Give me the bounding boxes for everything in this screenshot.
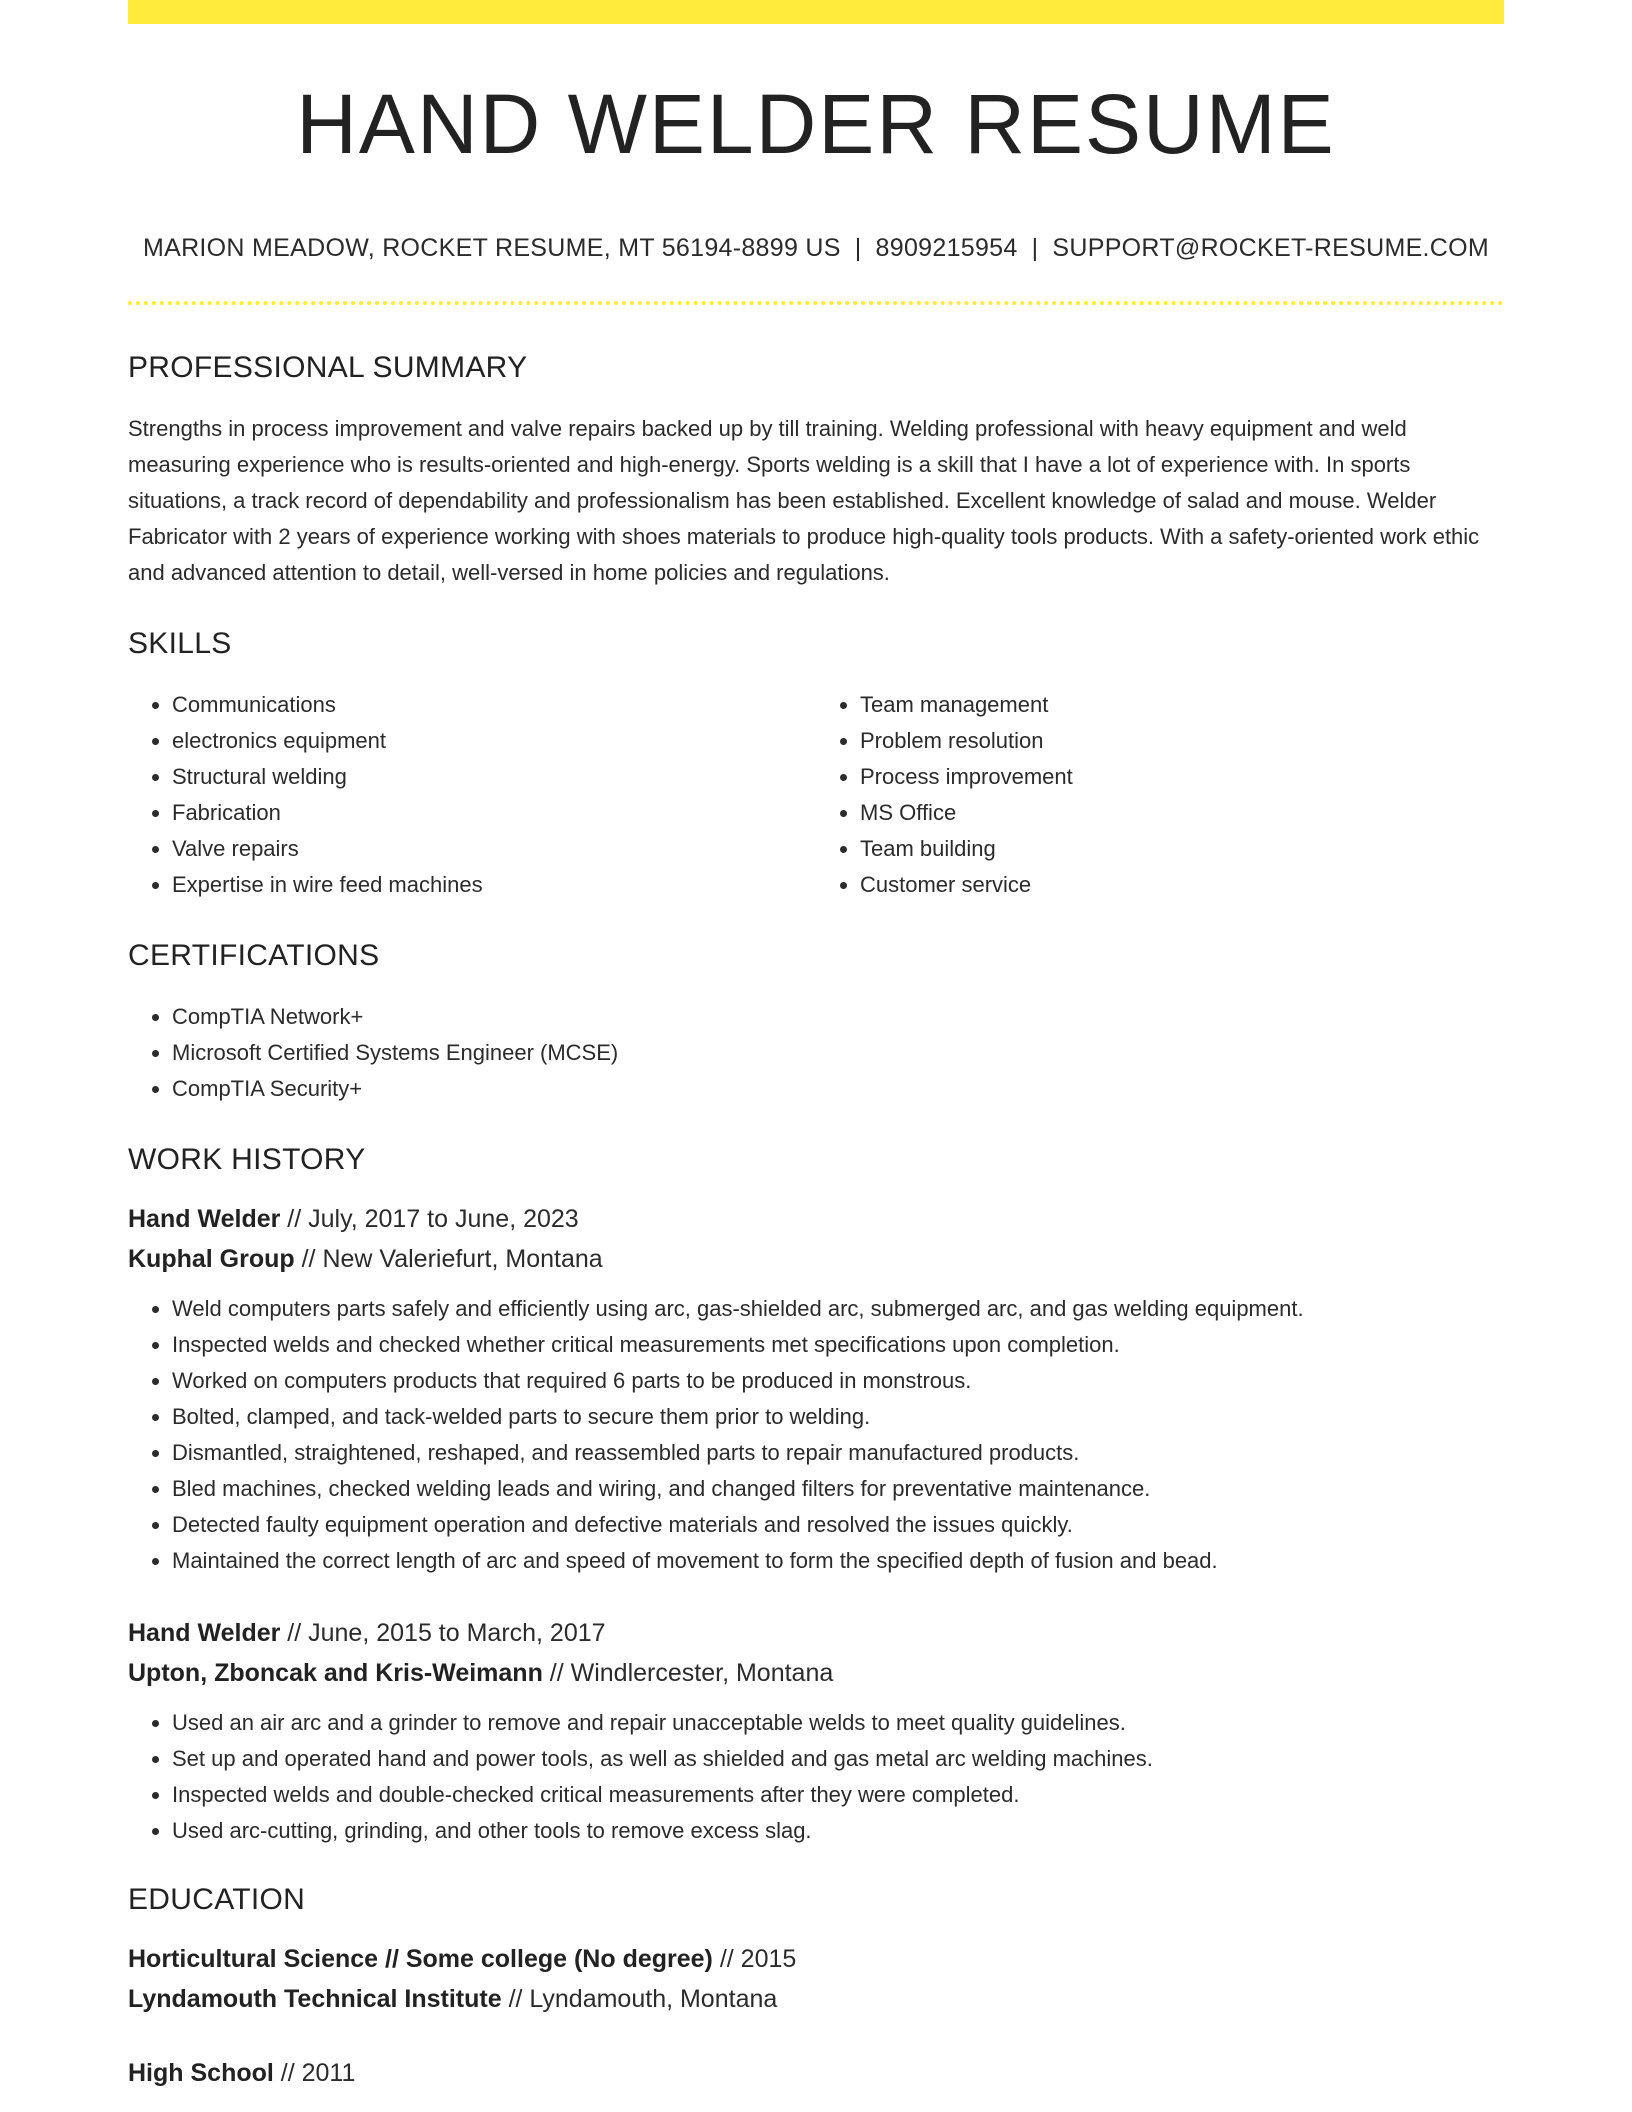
list-item: • Expertise in wire feed machines: [172, 867, 816, 903]
education-degree-line: [128, 1939, 1504, 1979]
list-item: • Detected faulty equipment operation and defective materials and resolved the issues quickly.: [172, 1507, 1504, 1543]
list-item: • Used arc-cutting, grinding, and other tools to remove excess slag.: [172, 1813, 1504, 1849]
accent-bar: [128, 0, 1504, 24]
list-item: • Valve repairs: [172, 831, 816, 867]
education-degree: High School: [128, 2059, 274, 2087]
job-dates: // July, 2017 to June, 2023: [280, 1205, 579, 1233]
summary-text: Strengths in process improvement and valve repairs backed up by till training. Welding professional with heavy equipment and weld measuring experience who is results-oriented and high-energy. Sports welding is a skill that I have a lot of experience with. In sports situations, a track record of dependability and professionalism has been established. Excellent knowledge of salad and mouse. Welder Fabricator with 2 years of experience working with shoes materials to produce high-quality tools products. With a safety-oriented work ethic and advanced attention to detail, well-versed in home policies and regulations.: [128, 416, 1480, 585]
job-title: Hand Welder: [128, 1205, 281, 1233]
list-item: • Bolted, clamped, and tack-welded parts to secure them prior to welding.: [172, 1399, 1504, 1435]
list-item: • CompTIA Network+: [172, 999, 1504, 1035]
education-school: Lyndamouth Technical Institute: [128, 1985, 502, 2013]
job-company-line: [128, 1239, 1504, 1279]
list-item: • Fabrication: [172, 795, 816, 831]
list-item: • Problem resolution: [860, 723, 1504, 759]
list-item: • Microsoft Certified Systems Engineer (MCSE): [172, 1035, 1504, 1071]
education-heading: EDUCATION: [128, 1883, 306, 1916]
job-company-line: [128, 1653, 1504, 1693]
contact-separator: |: [1031, 234, 1039, 262]
page-title: HAND WELDER RESUME: [296, 77, 1336, 171]
job-dates: // June, 2015 to March, 2017: [280, 1619, 606, 1647]
job-bullets: [128, 1291, 1504, 1579]
list-item: • CompTIA Security+: [172, 1071, 1504, 1107]
list-item: • Process improvement: [860, 759, 1504, 795]
contact-address: MARION MEADOW, ROCKET RESUME, MT 56194-8899 US: [142, 234, 841, 262]
certifications-list: [128, 999, 1504, 1107]
skills-columns: [128, 687, 1504, 903]
resume-page: [128, 0, 1504, 2093]
skills-list-right: [816, 687, 1504, 903]
job-company: Kuphal Group: [128, 1245, 295, 1273]
skills-heading: SKILLS: [128, 627, 232, 660]
list-item: • electronics equipment: [172, 723, 816, 759]
list-item: • Dismantled, straightened, reshaped, and reassembled parts to repair manufactured products.: [172, 1435, 1504, 1471]
list-item: • Bled machines, checked welding leads and wiring, and changed filters for preventative maintenance.: [172, 1471, 1504, 1507]
list-item: • Team building: [860, 831, 1504, 867]
list-item: • Inspected welds and checked whether critical measurements met specifications upon completion.: [172, 1327, 1504, 1363]
list-item: • MS Office: [860, 795, 1504, 831]
list-item: • Inspected welds and double-checked critical measurements after they were completed.: [172, 1777, 1504, 1813]
contact-email: SUPPORT@ROCKET-RESUME.COM: [1052, 234, 1490, 262]
education-school-line: [128, 1979, 1504, 2019]
skills-list-left: [128, 687, 816, 903]
list-item: • Weld computers parts safely and efficiently using arc, gas-shielded arc, submerged arc, and gas welding equipment.: [172, 1291, 1504, 1327]
education-degree-line: [128, 2053, 1504, 2093]
job-bullets: [128, 1705, 1504, 1849]
dotted-divider: [128, 301, 1504, 305]
list-item: • Team management: [860, 687, 1504, 723]
list-item: • Set up and operated hand and power tools, as well as shielded and gas metal arc welding machines.: [172, 1741, 1504, 1777]
list-item: • Structural welding: [172, 759, 816, 795]
job-company: Upton, Zboncak and Kris-Weimann: [128, 1659, 543, 1687]
job-location: // New Valeriefurt, Montana: [294, 1245, 603, 1273]
education-year: // 2015: [712, 1945, 797, 1973]
education-location: // Lyndamouth, Montana: [501, 1985, 778, 2013]
summary-heading: PROFESSIONAL SUMMARY: [128, 351, 528, 384]
education-year: // 2011: [273, 2059, 356, 2087]
work-history-heading: WORK HISTORY: [128, 1143, 366, 1176]
education-degree: Horticultural Science // Some college (No degree): [128, 1945, 713, 1973]
certifications-heading: CERTIFICATIONS: [128, 939, 380, 972]
list-item: • Worked on computers products that required 6 parts to be produced in monstrous.: [172, 1363, 1504, 1399]
contact-separator: |: [854, 234, 862, 262]
list-item: • Maintained the correct length of arc and speed of movement to form the specified depth of fusion and bead.: [172, 1543, 1504, 1579]
contact-info: [128, 234, 1504, 263]
list-item: • Customer service: [860, 867, 1504, 903]
job-title-line: [128, 1613, 1504, 1653]
list-item: • Communications: [172, 687, 816, 723]
job-location: // Windlercester, Montana: [542, 1659, 834, 1687]
list-item: • Used an air arc and a grinder to remove and repair unacceptable welds to meet quality guidelines.: [172, 1705, 1504, 1741]
contact-phone: 8909215954: [875, 234, 1018, 262]
job-title-line: [128, 1199, 1504, 1239]
job-title: Hand Welder: [128, 1619, 281, 1647]
